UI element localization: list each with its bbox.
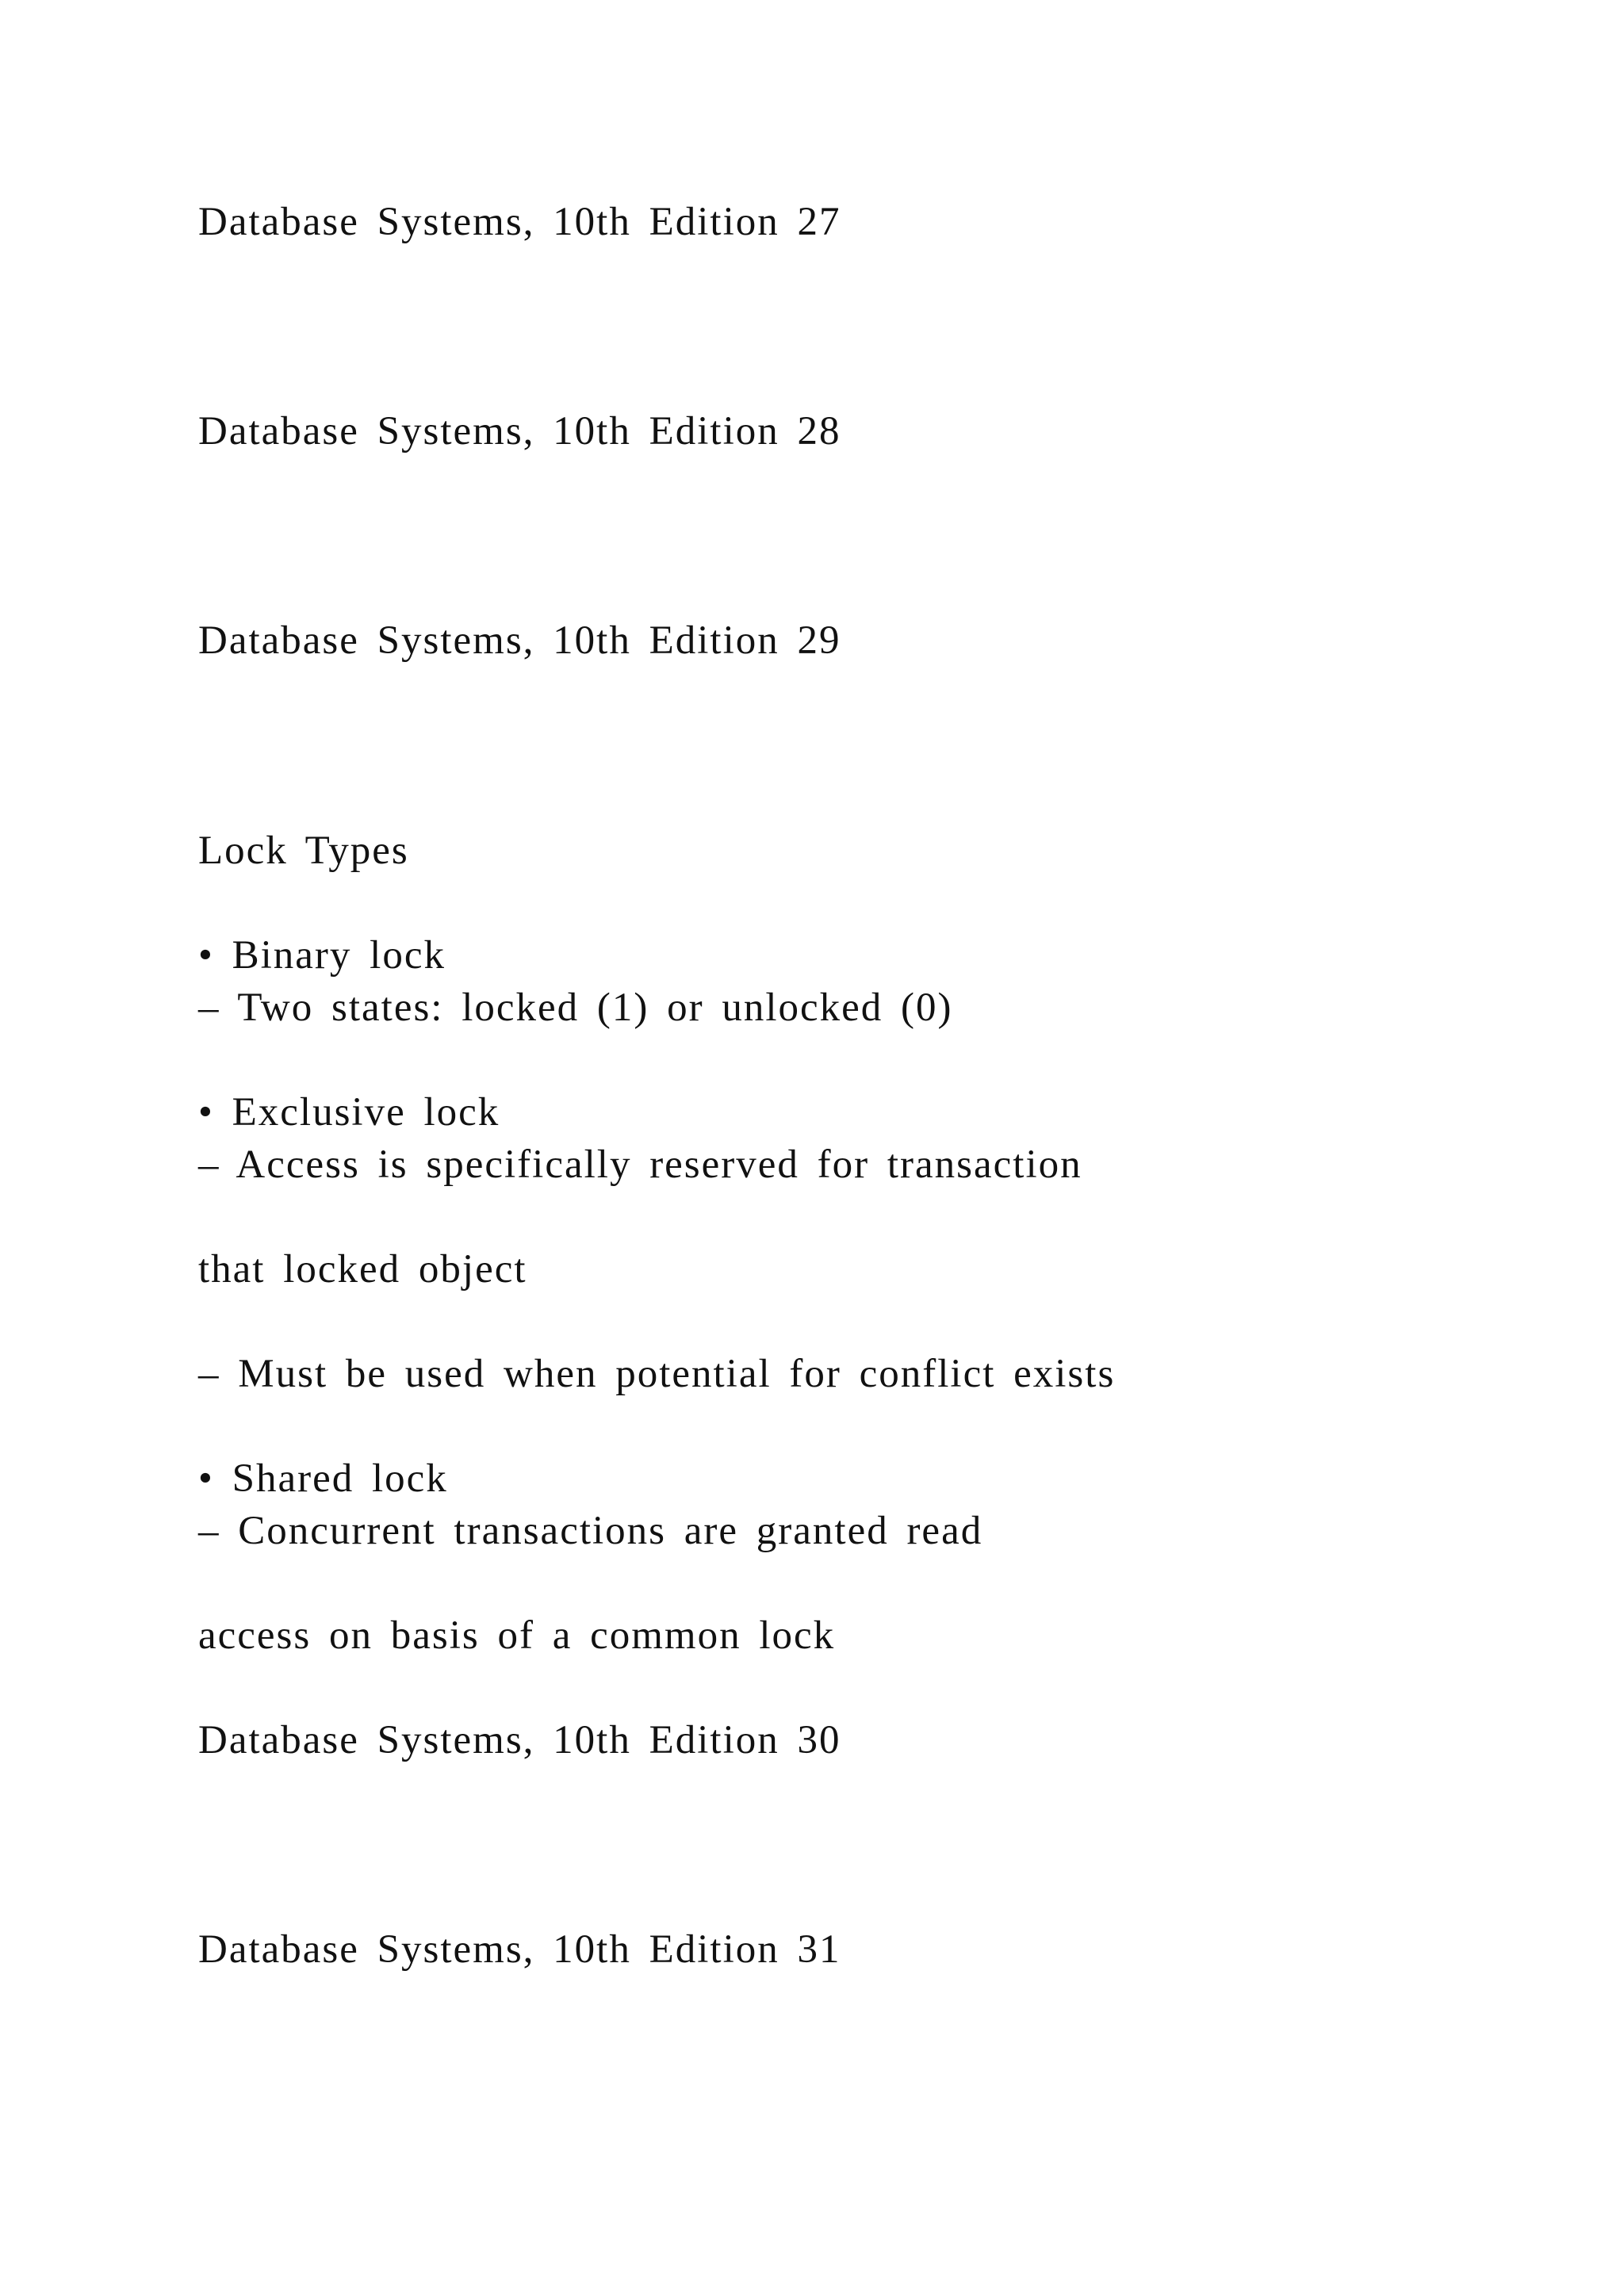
section-title: Lock Types xyxy=(198,828,409,873)
exclusive-lock-conflict-note: – Must be used when potential for conflict exists xyxy=(198,1352,1116,1396)
page-footer-31: Database Systems, 10th Edition 31 xyxy=(198,1927,841,1972)
shared-lock-description-continued: access on basis of a common lock xyxy=(198,1613,836,1658)
exclusive-lock-description-continued: that locked object xyxy=(198,1247,527,1292)
page-footer-27: Database Systems, 10th Edition 27 xyxy=(198,200,841,244)
exclusive-lock-description: – Access is specifically reserved for transaction xyxy=(198,1142,1082,1187)
shared-lock-description: – Concurrent transactions are granted read xyxy=(198,1509,983,1553)
binary-lock-description: – Two states: locked (1) or unlocked (0) xyxy=(198,985,953,1030)
page-footer-30: Database Systems, 10th Edition 30 xyxy=(198,1718,841,1762)
page-footer-28: Database Systems, 10th Edition 28 xyxy=(198,409,841,453)
binary-lock-bullet: • Binary lock xyxy=(198,933,446,978)
shared-lock-bullet: • Shared lock xyxy=(198,1456,448,1501)
exclusive-lock-bullet: • Exclusive lock xyxy=(198,1090,500,1135)
page-footer-29: Database Systems, 10th Edition 29 xyxy=(198,618,841,663)
